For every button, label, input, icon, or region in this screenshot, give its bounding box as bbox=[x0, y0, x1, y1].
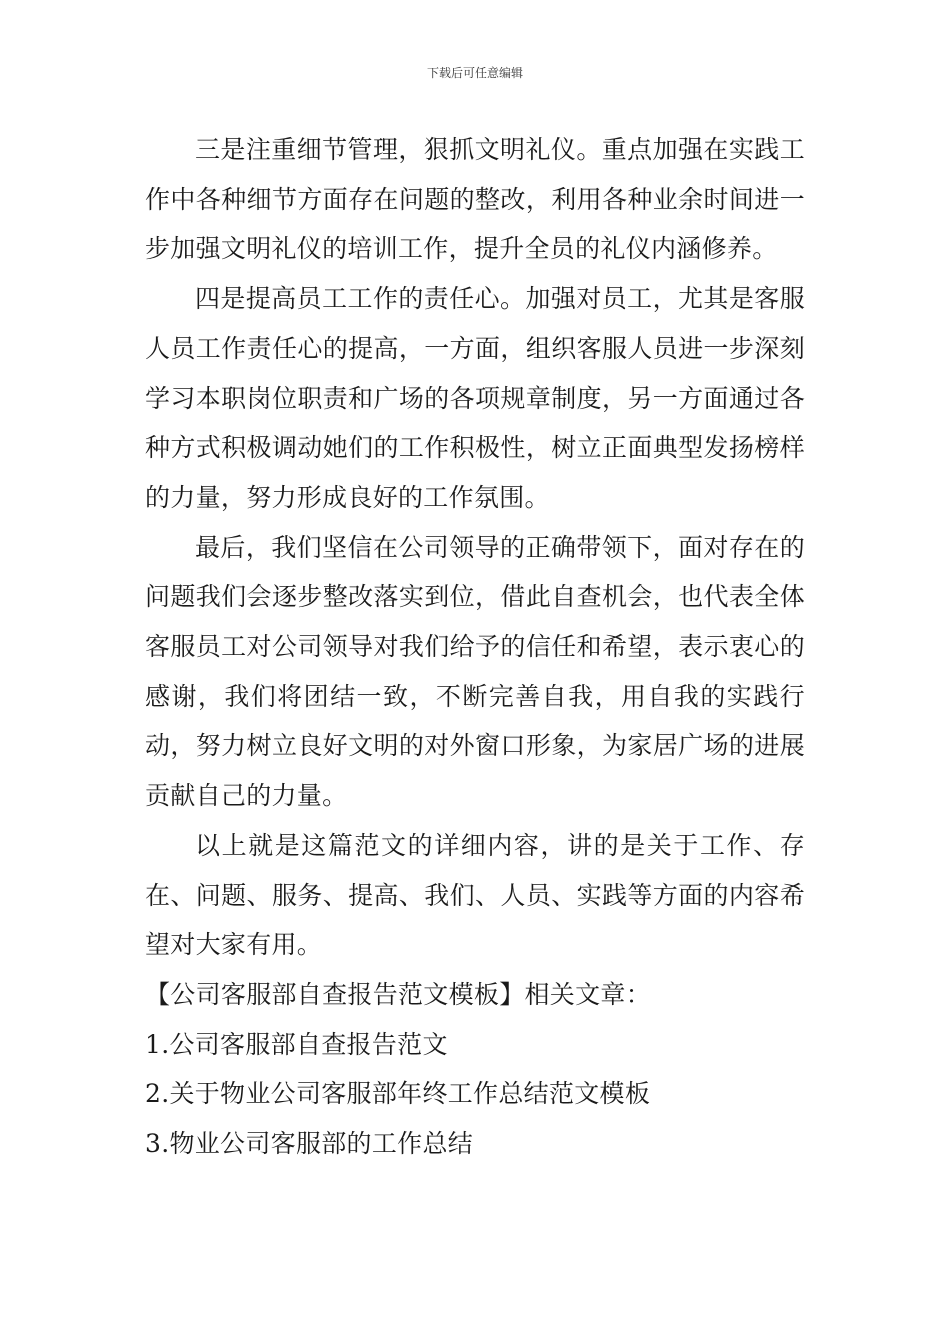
paragraph-4: 以上就是这篇范文的详细内容，讲的是关于工作、存在、问题、服务、提高、我们、人员、实践等方面的内容希望对大家有用。 bbox=[145, 830, 805, 960]
document-body bbox=[145, 125, 805, 1169]
paragraph-1: 三是注重细节管理，狠抓文明礼仪。重点加强在实践工作中各种细节方面存在问题的整改，利用各种业余时间进一步加强文明礼仪的培训工作，提升全员的礼仪内涵修养。 bbox=[145, 135, 805, 264]
related-heading: 【公司客服部自查报告范文模板】相关文章： bbox=[145, 979, 652, 1009]
related-link-1[interactable]: 1.公司客服部自查报告范文 bbox=[145, 1029, 448, 1059]
related-link-3[interactable]: 3.物业公司客服部的工作总结 bbox=[145, 1129, 474, 1159]
page-header: 下载后可任意编辑 bbox=[426, 66, 523, 80]
paragraph-2: 四是提高员工工作的责任心。加强对员工，尤其是客服人员工作责任心的提高，一方面，组织客服人员进一步深刻学习本职岗位职责和广场的各项规章制度，另一方面通过各种方式积极调动她们的工作积极性，树立正面典型发扬榜样的力量，努力形成良好的工作氛围。 bbox=[145, 284, 805, 512]
paragraph-3: 最后，我们坚信在公司领导的正确带领下，面对存在的问题我们会逐步整改落实到位，借此自查机会，也代表全体客服员工对公司领导对我们给予的信任和希望，表示衷心的感谢，我们将团结一致，不断完善自我，用自我的实践行动，努力树立良好文明的对外窗口形象，为家居广场的进展贡献自己的力量。 bbox=[145, 532, 805, 811]
related-link-2[interactable]: 2.关于物业公司客服部年终工作总结范文模板 bbox=[145, 1079, 651, 1109]
